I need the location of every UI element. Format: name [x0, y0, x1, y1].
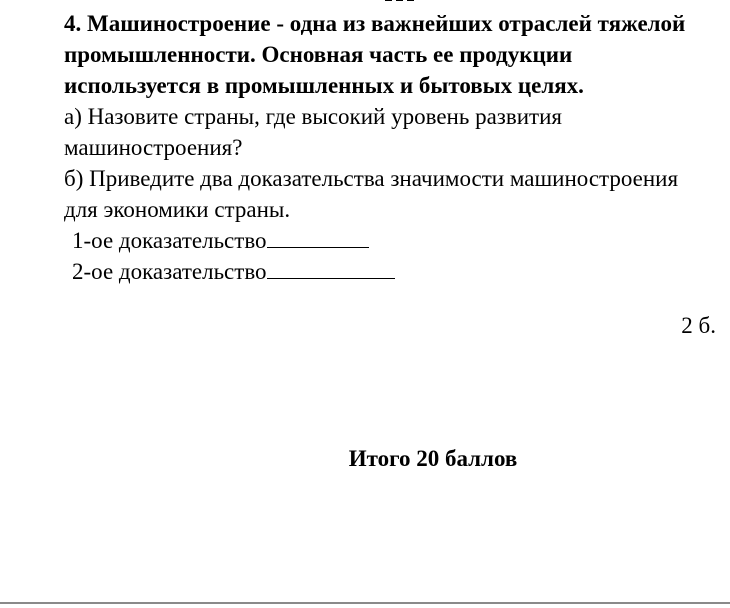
answer-2-label: 2-ое доказательство	[72, 259, 267, 284]
answer-line-2	[64, 256, 704, 287]
page-bottom-divider	[0, 602, 730, 604]
answer-2-blank	[267, 256, 395, 279]
question-part-b: б) Приведите два доказательства значимости машиностроения для экономики страны.	[64, 166, 679, 222]
question-block	[64, 8, 704, 287]
total-score: Итого 20 баллов	[348, 446, 518, 471]
question-score: 2 б.	[681, 313, 716, 338]
cropped-text-fragment	[385, 0, 415, 2]
question-part-a: а) Назовите страны, где высокий уровень развития машиностроения?	[64, 104, 562, 160]
answer-line-1	[64, 225, 704, 256]
question-title: 4. Машиностроение - одна из важнейших отраслей тяжелой промышленности. Основная часть ее продукции используется в промышленных и бытовых целях.	[64, 11, 686, 98]
answer-1-blank	[267, 225, 369, 248]
answer-1-label: 1-ое доказательство	[72, 228, 267, 253]
